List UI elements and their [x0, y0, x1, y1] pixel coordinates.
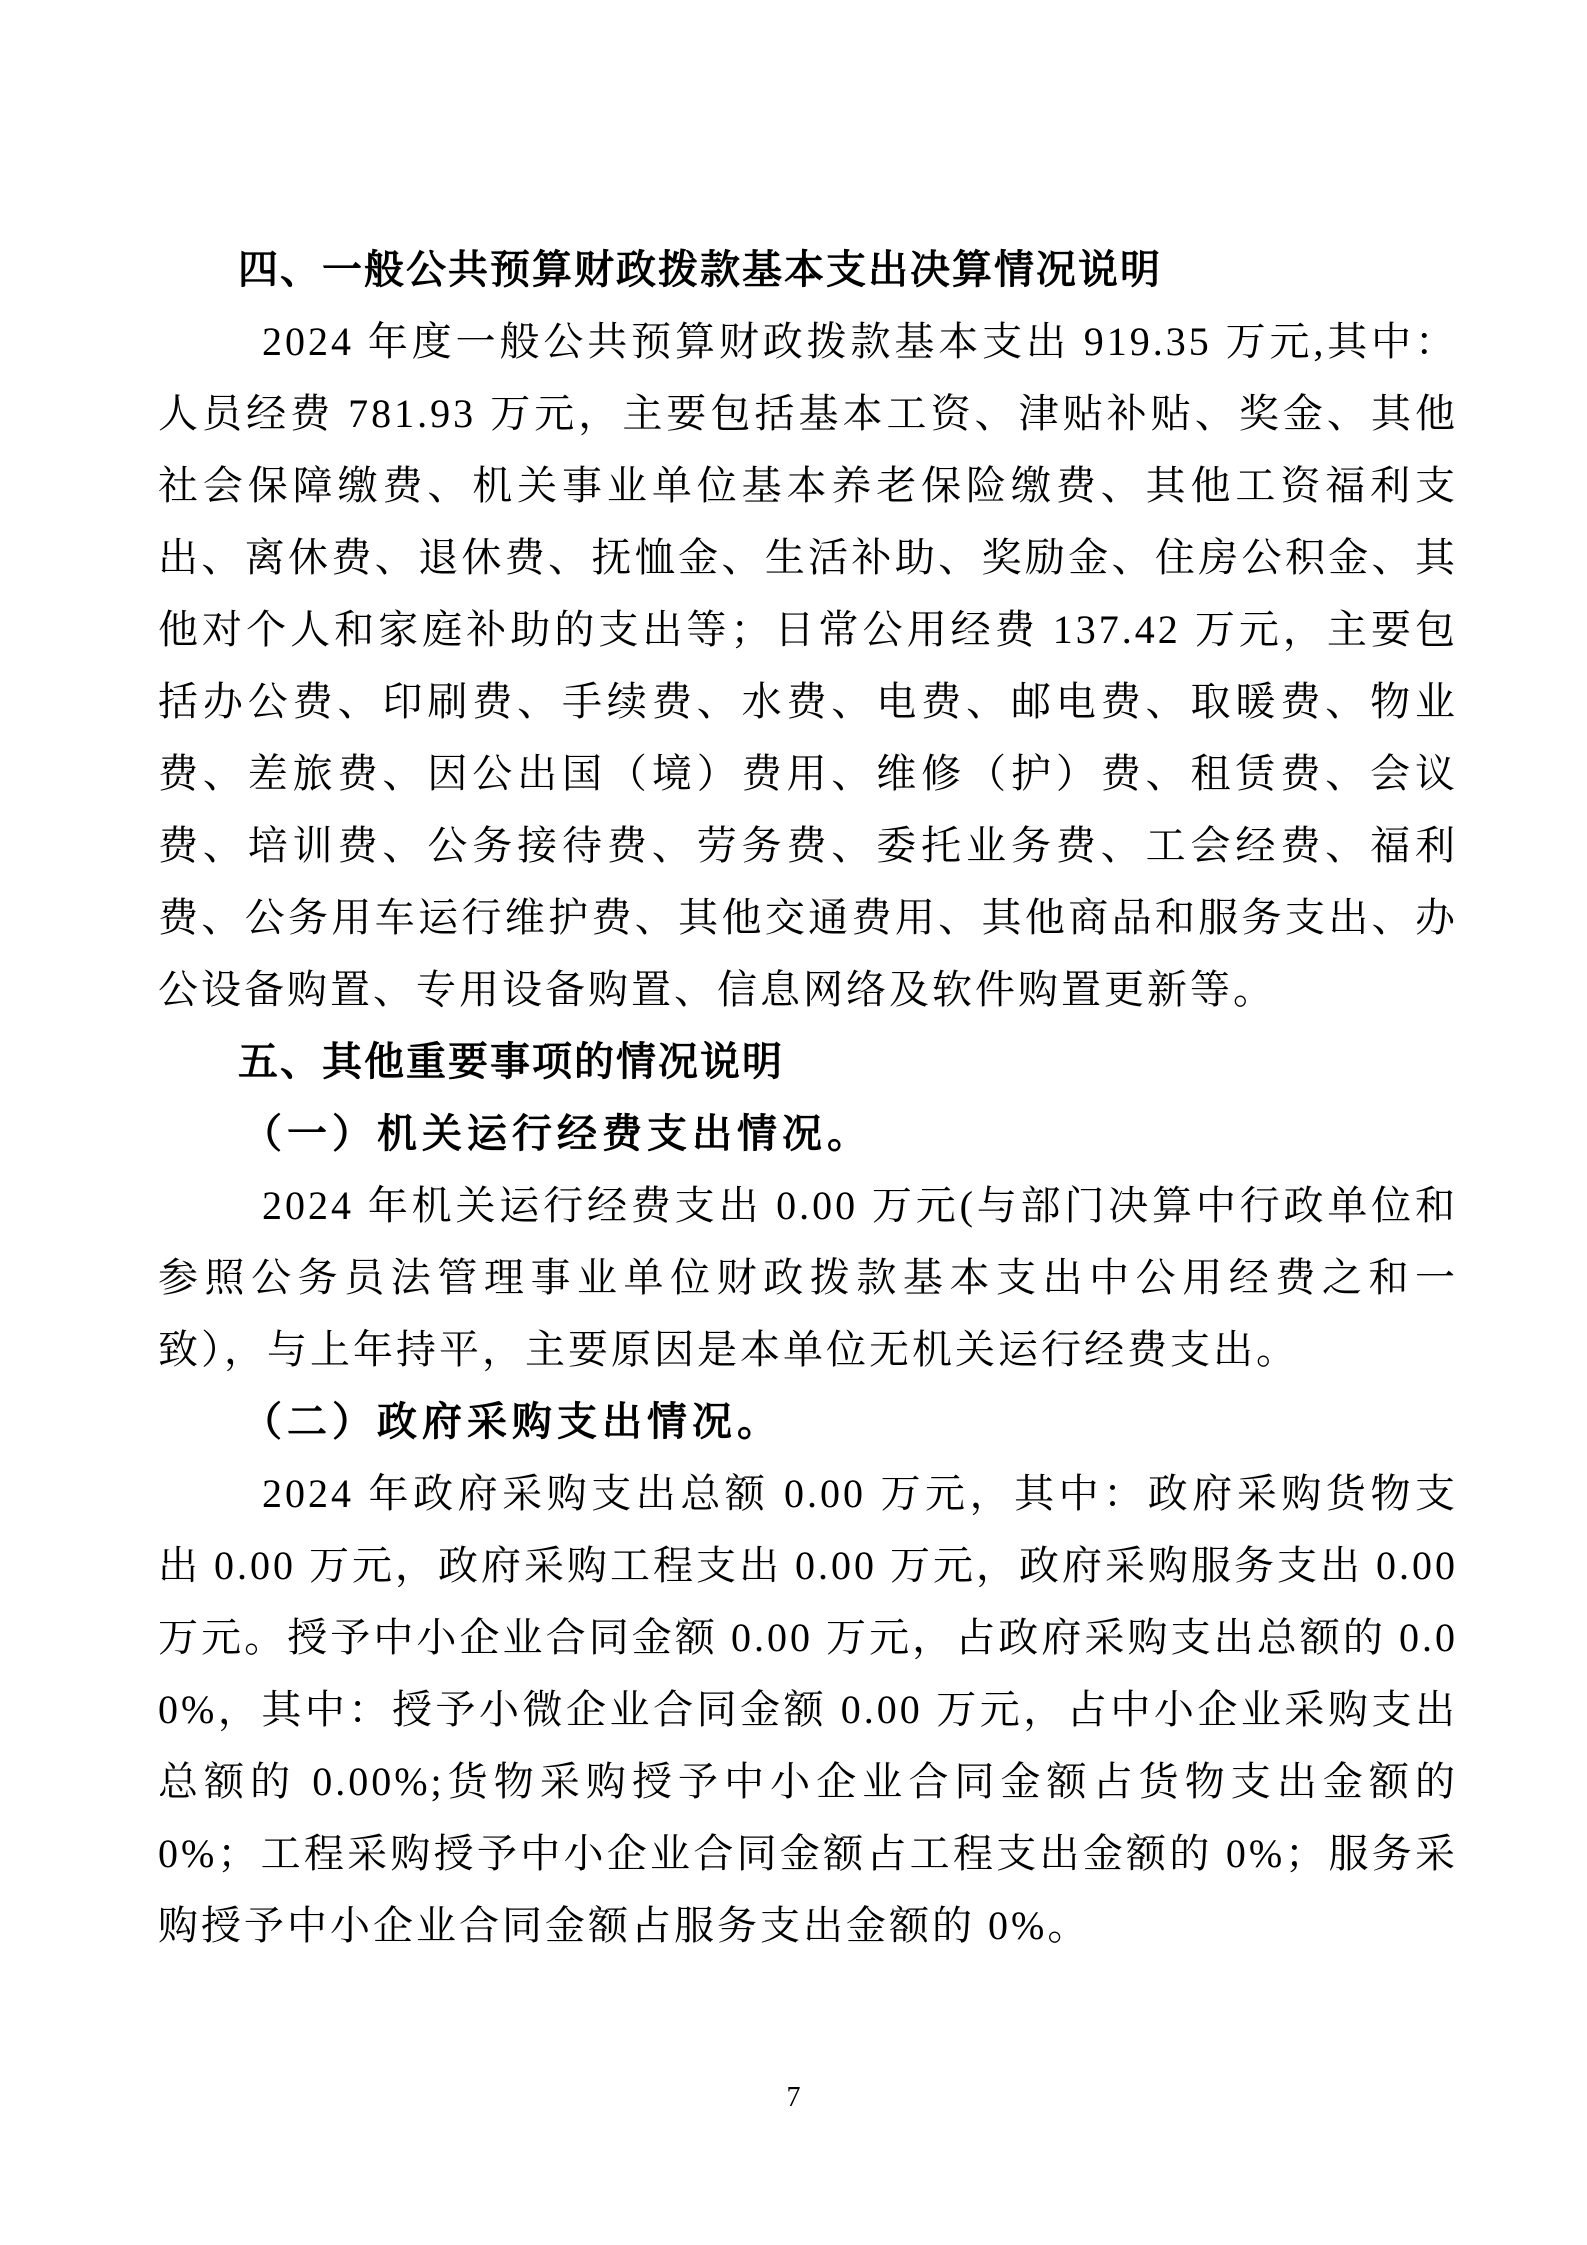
section4-heading: 四、一般公共预算财政拨款基本支出决算情况说明: [238, 248, 1162, 292]
section5-sub2-paragraph: 2024 年政府采购支出总额 0.00 万元，其中：政府采购货物支出 0.00 万元，政府采购工程支出 0.00 万元，政府采购服务支出 0.00 万元。授予中小企业合同金额 0.00 万元，占政府采购支出总额的 0.00%，其中：授予小微企业合同金额 0.00 万元，占中小企业采购支出总额的 0.00%;货物采购授予中小企业合同金额占货物支出金额的 0%；工程采购授予中小企业合同金额占工程支出金额的 0%；服务采购授予中小企业合同金额占服务支出金额的 0%。: [158, 1471, 1458, 1948]
section5-heading: 五、其他重要事项的情况说明: [238, 1040, 784, 1084]
page-content: [158, 234, 1458, 1962]
page-footer: [0, 2082, 1587, 2114]
section5-sub1-heading: （一）机关运行经费支出情况。: [242, 1111, 872, 1156]
section5-sub2-heading: （二）政府采购支出情况。: [242, 1399, 782, 1444]
page-number: 7: [786, 2082, 801, 2113]
section4-paragraph: 2024 年度一般公共预算财政拨款基本支出 919.35 万元,其中：人员经费 781.93 万元，主要包括基本工资、津贴补贴、奖金、其他社会保障缴费、机关事业单位基本养老保险缴费、其他工资福利支出、离休费、退休费、抚恤金、生活补助、奖励金、住房公积金、其他对个人和家庭补助的支出等；日常公用经费 137.42 万元，主要包括办公费、印刷费、手续费、水费、电费、邮电费、取暖费、物业费、差旅费、因公出国（境）费用、维修（护）费、租赁费、会议费、培训费、公务接待费、劳务费、委托业务费、工会经费、福利费、公务用车运行维护费、其他交通费用、其他商品和服务支出、办公设备购置、专用设备购置、信息网络及软件购置更新等。: [158, 319, 1458, 1012]
section5-sub1-paragraph: 2024 年机关运行经费支出 0.00 万元(与部门决算中行政单位和参照公务员法管理事业单位财政拨款基本支出中公用经费之和一致），与上年持平，主要原因是本单位无机关运行经费支出。: [158, 1183, 1458, 1372]
